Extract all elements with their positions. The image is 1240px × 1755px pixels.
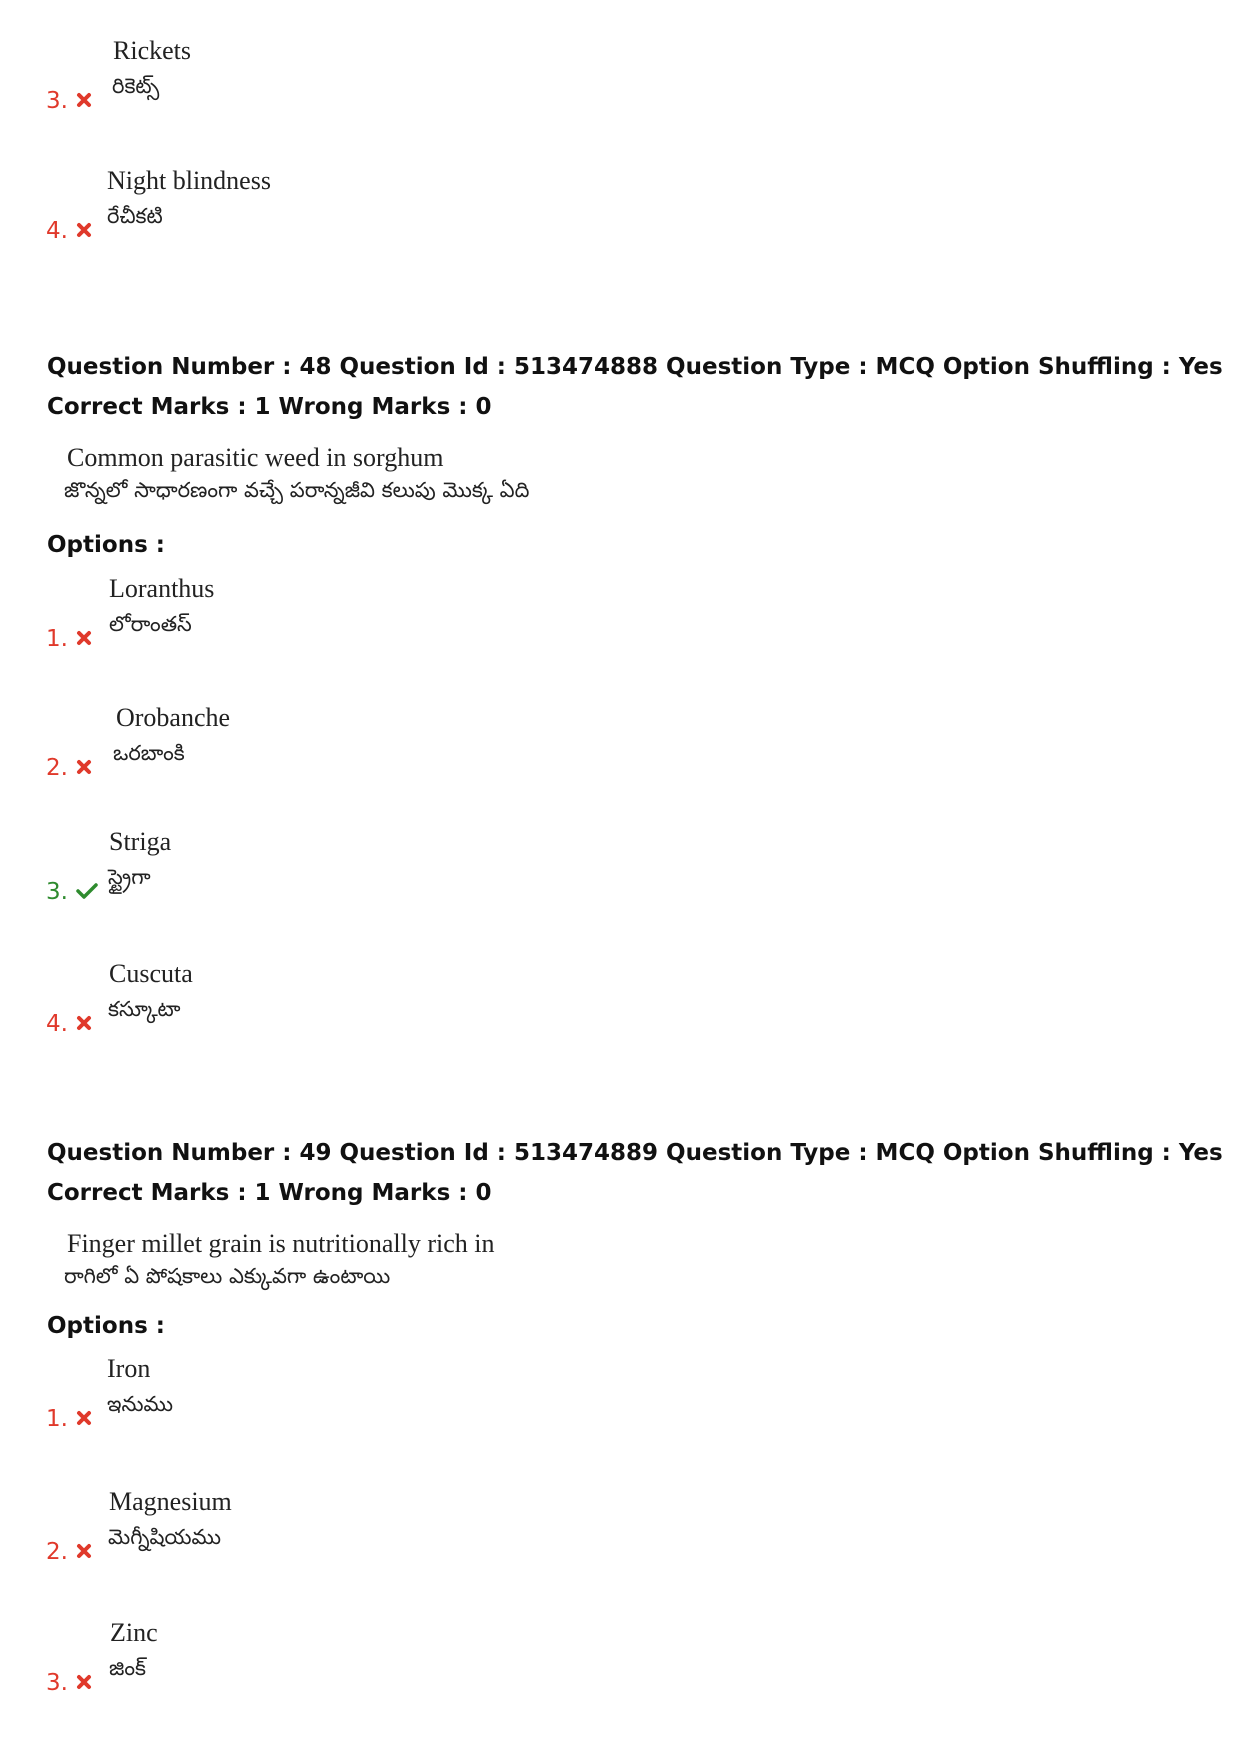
option-telugu: స్ట్రైగా: [108, 865, 151, 889]
option-telugu: రికెట్స్: [112, 74, 160, 98]
option-english: Loranthus: [109, 574, 215, 603]
option-english: Zinc: [110, 1618, 158, 1647]
option-telugu: కస్కూటా: [108, 997, 181, 1021]
option-number: 2.: [46, 755, 68, 781]
option-number: 3.: [46, 879, 68, 905]
option-english: Striga: [109, 827, 172, 856]
option-english: Night blindness: [107, 166, 271, 195]
question-header: Question Number : 49 Question Id : 513474889 Question Type : MCQ Option Shuffling : Yes: [47, 1140, 1223, 1166]
cross-icon: [76, 222, 92, 238]
option-number: 2.: [46, 1539, 68, 1565]
cross-icon: [76, 1543, 92, 1559]
cross-icon: [76, 1015, 92, 1031]
marks-header: Correct Marks : 1 Wrong Marks : 0: [47, 1180, 492, 1206]
cross-icon: [76, 1410, 92, 1426]
option-number: 3.: [46, 88, 68, 114]
option-row: [46, 1481, 646, 1601]
cross-icon: [76, 92, 92, 108]
option-row: [46, 953, 646, 1073]
option-number: 4.: [46, 218, 68, 244]
option-row: [46, 30, 646, 150]
cross-icon: [76, 630, 92, 646]
option-number: 1.: [46, 1406, 68, 1432]
option-telugu: లోరాంతస్: [109, 612, 192, 636]
option-number: 4.: [46, 1011, 68, 1037]
option-telugu: ఇనుము: [107, 1392, 173, 1416]
question-text-english: Finger millet grain is nutritionally rich in: [67, 1229, 495, 1258]
option-number: 3.: [46, 1670, 68, 1696]
option-row: [46, 568, 646, 688]
question-text-telugu: రాగిలో ఏ పోషకాలు ఎక్కువగా ఉంటాయి: [64, 1264, 391, 1288]
options-label: Options :: [47, 532, 165, 558]
option-telugu: రేచీకటి: [107, 204, 163, 228]
option-english: Magnesium: [109, 1487, 232, 1516]
option-row: [46, 1348, 646, 1468]
option-english: Rickets: [113, 36, 191, 65]
option-telugu: ఒరబాంకి: [113, 741, 185, 765]
question-header: Question Number : 48 Question Id : 513474888 Question Type : MCQ Option Shuffling : Yes: [47, 354, 1223, 380]
option-english: Iron: [107, 1354, 151, 1383]
question-text-telugu: జొన్నలో సాధారణంగా వచ్చే పరాన్నజీవి కలుపు మొక్క ఏది: [64, 478, 530, 502]
option-english: Orobanche: [116, 703, 231, 732]
option-number: 1.: [46, 626, 68, 652]
option-telugu: జింక్: [109, 1656, 146, 1680]
marks-header: Correct Marks : 1 Wrong Marks : 0: [47, 394, 492, 420]
option-row: [46, 697, 646, 817]
option-row: [46, 821, 646, 941]
option-telugu: మెగ్నీషియము: [108, 1525, 221, 1549]
cross-icon: [76, 759, 92, 775]
option-english: Cuscuta: [109, 959, 193, 988]
check-icon: [76, 883, 98, 899]
question-text-english: Common parasitic weed in sorghum: [67, 443, 444, 472]
options-label: Options :: [47, 1313, 165, 1339]
option-row: [46, 160, 646, 280]
option-row: [46, 1612, 646, 1732]
cross-icon: [76, 1674, 92, 1690]
